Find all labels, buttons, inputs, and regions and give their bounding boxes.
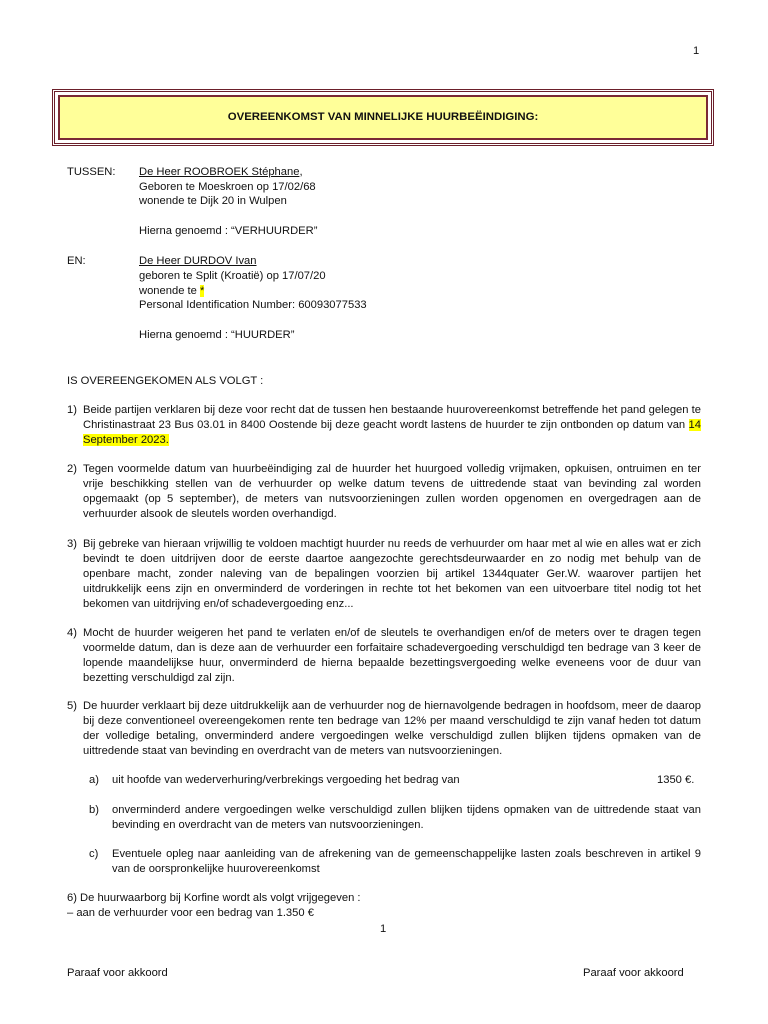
party-tussen-name-line [139,165,303,180]
subclause-c-text: Eventuele opleg naar aanleiding van de afrekening van de gemeenschappelijke lasten zoals beschreven in artikel 9 van de oorspronkelijke huurovereenkomst [112,848,701,875]
party-en-address-mark: * [199,285,205,297]
party-en-pin: Personal Identification Number: 60093077533 [139,299,367,311]
clause-number: 2) [67,463,77,475]
clause-4-text: Mocht de huurder weigeren het pand te verlaten en/of de sleutels te overhandigen en/of de meters over te dragen tegen voormelde datum, dan is deze aan de verhuurder een forfaitaire schadevergoeding verschuldigd ten bedrage van 3 keer de lopende maandelijkse huur, onverminderd de hierna bepaalde bezettingsvergoeding welke eveneens voor de duur van bezetting verschuldigd zal zijn. [83,627,701,684]
agreed-heading: IS OVEREENGEKOMEN ALS VOLGT : [67,375,264,387]
clause-1 [67,403,701,448]
footer-initials-left: Paraaf voor akkoord [67,967,168,979]
subclause-c [89,847,701,877]
page-number-top: 1 [693,45,700,57]
clause-text [83,403,701,448]
subclause-b-text: onverminderd andere vergoedingen welke verschuldigd zullen blijken tijdens opmaken van de uittredende staat van bevinding en overdracht van de meters van nutsvoorzieningen. [112,804,701,831]
title-box [52,89,714,146]
party-label-en: EN: [67,255,86,267]
party-tussen-name: De Heer ROOBROEK Stéphane [139,166,300,178]
party-en-address-line [139,284,204,299]
footer-initials-right: Paraaf voor akkoord [583,967,684,979]
party-tussen-address: wonende te Dijk 20 in Wulpen [139,195,287,207]
subclause-a-amount: 1350 €. [657,774,695,786]
clause-number: 4) [67,627,77,639]
subclause-number: b) [89,804,99,816]
subclause-a [89,773,460,788]
clause-number: 1) [67,404,77,416]
subclause-a-text: uit hoofde van wederverhuring/verbrekings vergoeding het bedrag van [112,774,460,786]
party-label-tussen: TUSSEN: [67,166,116,178]
clause-3-text: Bij gebreke van hieraan vrijwillig te voldoen machtigt huurder nu reeds de verhuurder om haar met al wie en alles wat er zich bevindt te doen uitdrijven door de eerste daartoe aangezochte gerechtsdeurwaarder en zo nodig met behulp van de openbare macht, zonder naleving van de bepalingen voorzien bij artikel 1344quater Ger.W. waarover partijen het uitdrukkelijk eens zijn en onverminderd de vorderingen in rechte tot het bekomen van een uitvoerbare titel nodig tot het bekomen van uitdrijving en/of schadevergoeding enz... [83,538,701,610]
subclause-b [89,803,701,833]
clause-number: 5) [67,700,77,712]
clause-3 [67,537,701,612]
page-number-bottom: 1 [380,923,387,935]
subclause-number: a) [89,774,99,786]
party-en-name: De Heer DURDOV Ivan [139,255,257,267]
party-tussen-alias: Hierna genoemd : “VERHUURDER” [139,225,318,237]
party-en-address-prefix: wonende te [139,285,200,297]
subclause-number: c) [89,848,99,860]
clause-1-text: Beide partijen verklaren bij deze voor recht dat de tussen hen bestaande huurovereenkomst betreffende het pand gelegen te Christinastraat 23 Bus 03.01 in 8400 Oostende bij deze geacht wordt lastens de huurder te zijn ontbonden op datum van [83,404,701,431]
document-title: OVEREENKOMST VAN MINNELIJKE HUURBEËINDIGING: [58,95,708,140]
clause-5-text: De huurder verklaart bij deze uitdrukkelijk aan de verhuurder nog de hiernavolgende bedragen in hoofdsom, meer de daarop bij deze conventioneel overeengekomen rente ten bedrage van 12% per maand verschuldigd te zijn vanaf heden tot datum der volledige betaling, onverminderd andere vergoedingen welke verschuldigd zullen blijken tijdens opmaken van de uittredende staat van bevinding en overdracht van de meters van nutsvoorzieningen. [83,700,701,757]
party-en-alias: Hierna genoemd : “HUURDER” [139,329,295,341]
clause-1-date-highlight: 14 September 2023. [83,419,701,446]
party-en-born: geboren te Split (Kroatië) op 17/07/20 [139,270,326,282]
clause-2 [67,462,701,522]
party-tussen-name-suffix: , [299,166,303,178]
clause-4 [67,626,701,686]
clause-6-line-1: 6) De huurwaarborg bij Korfine wordt als volgt vrijgegeven : [67,892,361,904]
clause-2-text: Tegen voormelde datum van huurbeëindiging zal de huurder het huurgoed volledig vrijmaken, opkuisen, ontruimen en ter vrije beschikking stellen van de verhuurder op welke datum tevens de uittredende staat van bevinding zal worden opgemaakt (op 5 september), de meters van nutsvoorzieningen zullen worden opgenomen en overgedragen aan de verhuurder alsook de sleutels worden overhandigd. [83,463,701,520]
party-tussen-born: Geboren te Moeskroen op 17/02/68 [139,181,316,193]
clause-5 [67,699,701,759]
clause-6-line-2: – aan de verhuurder voor een bedrag van 1.350 € [67,907,314,919]
clause-number: 3) [67,538,77,550]
